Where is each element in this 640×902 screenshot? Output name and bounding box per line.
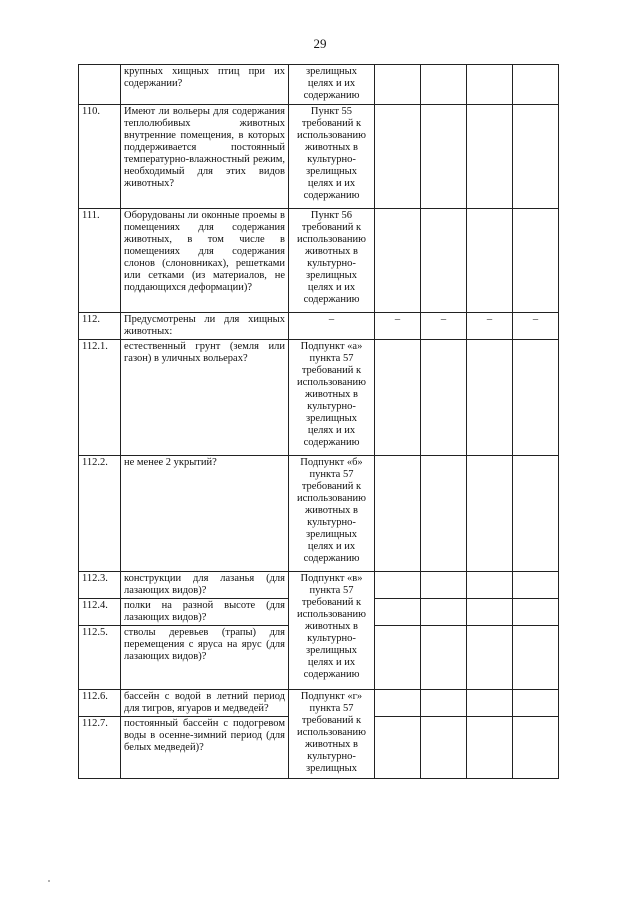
answer-cell[interactable] [467,209,513,313]
question-text: полки на разной высоте (для лазающих видов)? [121,599,289,626]
answer-cell[interactable] [421,209,467,313]
requirement-text: Подпункт «а» пункта 57 требований к использованию животных в культурно-зрелищных целях и их содержанию [289,340,375,456]
requirement-text: – [289,313,375,340]
question-text: Оборудованы ли оконные проемы в помещениях для содержания животных, в том числе в помещениях для содержания слонов (слоновниках), решетками или сетками (из материалов, не поддающихся деформации)? [121,209,289,313]
answer-cell[interactable] [467,105,513,209]
answer-cell[interactable] [467,340,513,456]
row-number: 112.3. [79,572,121,599]
answer-cell[interactable] [513,456,559,572]
answer-cell[interactable] [513,340,559,456]
answer-cell[interactable] [467,717,513,779]
answer-cell[interactable] [421,626,467,690]
answer-cell[interactable] [421,690,467,717]
row-number: 111. [79,209,121,313]
question-text: конструкции для лазанья (для лазающих видов)? [121,572,289,599]
question-text: крупных хищных птиц при их содержании? [121,65,289,105]
requirement-text: зрелищных целях и их содержанию [289,65,375,105]
answer-cell[interactable] [421,340,467,456]
requirement-text: Подпункт «б» пункта 57 требований к использованию животных в культурно-зрелищных целях и их содержанию [289,456,375,572]
answer-cell[interactable] [375,209,421,313]
answer-cell[interactable] [375,456,421,572]
answer-cell[interactable] [467,65,513,105]
table-row [79,340,559,456]
question-text: бассейн с водой в летний период для тигров, ягуаров и медведей? [121,690,289,717]
checklist-table [78,64,559,779]
question-text: Предусмотрены ли для хищных животных: [121,313,289,340]
dash-cell: – [467,313,513,340]
row-number: 110. [79,105,121,209]
answer-cell[interactable] [467,456,513,572]
answer-cell[interactable] [421,105,467,209]
answer-cell[interactable] [513,717,559,779]
answer-cell[interactable] [467,599,513,626]
row-number: 112.1. [79,340,121,456]
answer-cell[interactable] [375,572,421,599]
answer-cell[interactable] [375,340,421,456]
row-number: 112.5. [79,626,121,690]
question-text: не менее 2 укрытий? [121,456,289,572]
answer-cell[interactable] [467,690,513,717]
answer-cell[interactable] [513,626,559,690]
row-number: 112. [79,313,121,340]
answer-cell[interactable] [467,572,513,599]
answer-cell[interactable] [513,599,559,626]
answer-cell[interactable] [421,456,467,572]
row-number: 112.2. [79,456,121,572]
answer-cell[interactable] [421,572,467,599]
question-text: Имеют ли вольеры для содержания теплолюбивых животных внутренние помещения, в которых поддерживается постоянный температурно-влажностный режим, необходимый для этих видов животных? [121,105,289,209]
answer-cell[interactable] [421,65,467,105]
table-row [79,456,559,572]
requirement-text: Пункт 56 требований к использованию животных в культурно-зрелищных целях и их содержанию [289,209,375,313]
answer-cell[interactable] [513,105,559,209]
answer-cell[interactable] [421,717,467,779]
dash-cell: – [421,313,467,340]
row-number [79,65,121,105]
table-row [79,313,559,340]
requirement-text: Пункт 55 требований к использованию животных в культурно-зрелищных целях и их содержанию [289,105,375,209]
scan-speck [48,880,50,882]
answer-cell[interactable] [467,626,513,690]
requirement-text: Подпункт «в» пункта 57 требований к использованию животных в культурно-зрелищных целях и их содержанию [289,572,375,690]
row-number: 112.4. [79,599,121,626]
answer-cell[interactable] [375,690,421,717]
question-text: стволы деревьев (трапы) для перемещения с яруса на ярус (для лазающих видов)? [121,626,289,690]
table-row [79,572,559,599]
table-row [79,690,559,717]
table-row [79,105,559,209]
dash-cell: – [513,313,559,340]
answer-cell[interactable] [513,690,559,717]
answer-cell[interactable] [375,717,421,779]
row-number: 112.6. [79,690,121,717]
answer-cell[interactable] [513,572,559,599]
answer-cell[interactable] [375,105,421,209]
row-number: 112.7. [79,717,121,779]
page-number: 29 [313,36,327,51]
answer-cell[interactable] [513,209,559,313]
answer-cell[interactable] [375,65,421,105]
answer-cell[interactable] [513,65,559,105]
question-text: естественный грунт (земля или газон) в уличных вольерах? [121,340,289,456]
question-text: постоянный бассейн с подогревом воды в осенне-зимний период (для белых медведей)? [121,717,289,779]
table-row [79,209,559,313]
answer-cell[interactable] [375,599,421,626]
table-row [79,65,559,105]
requirement-text: Подпункт «г» пункта 57 требований к использованию животных в культурно-зрелищных [289,690,375,779]
dash-cell: – [375,313,421,340]
answer-cell[interactable] [421,599,467,626]
answer-cell[interactable] [375,626,421,690]
